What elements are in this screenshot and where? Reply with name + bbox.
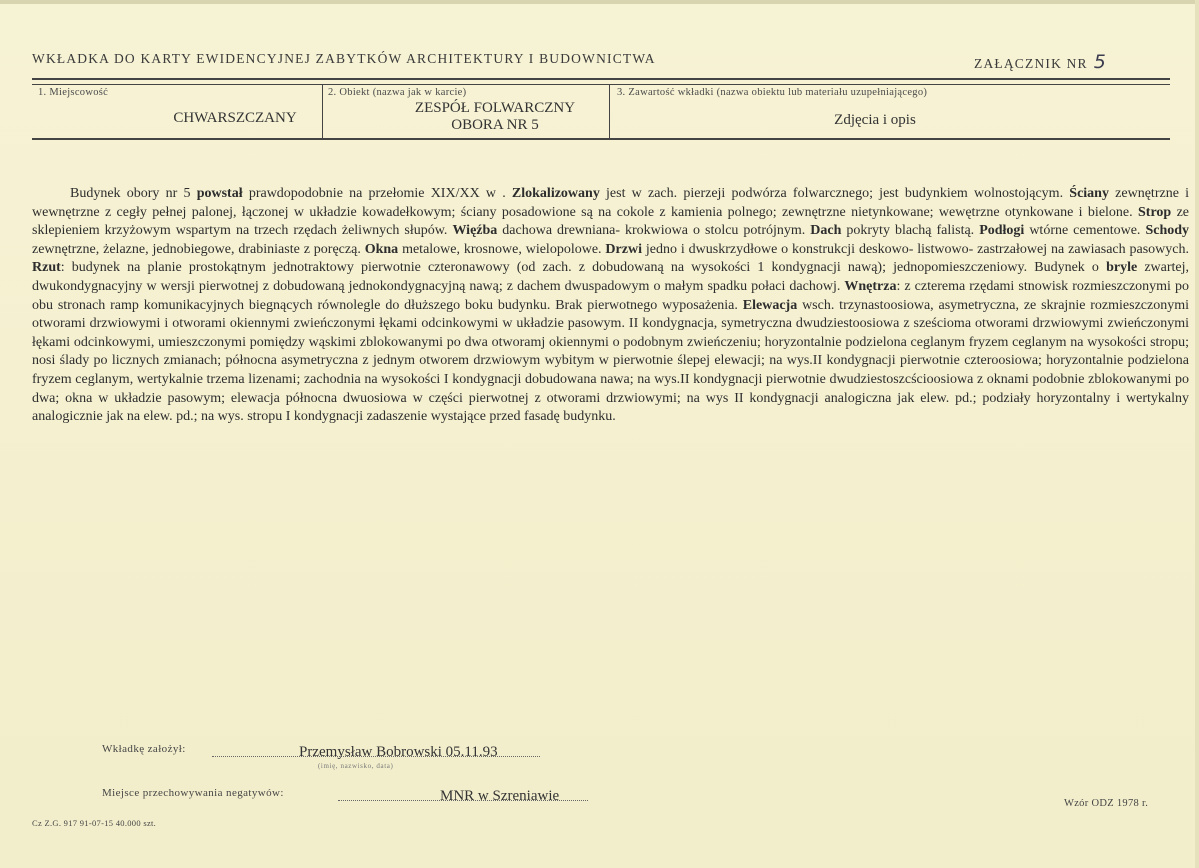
- object-label: 2. Obiekt (nazwa jak w karcie): [328, 87, 467, 98]
- negatives-label: Miejsce przechowywania negatywów:: [102, 787, 284, 799]
- form-model-note: Wzór ODZ 1978 r.: [1064, 798, 1149, 809]
- locality-label: 1. Miejscowość: [38, 87, 109, 98]
- attachment-header: [974, 51, 1107, 73]
- attachment-number: 5: [1093, 51, 1108, 73]
- print-code: Cz Z.G. 917 91-07-15 40.000 szt.: [32, 818, 157, 828]
- header-rule-top: [32, 78, 1170, 80]
- content-value: Zdjęcia i opis: [834, 112, 916, 128]
- locality-value: CHWARSZCZANY: [173, 110, 297, 126]
- header-rule-mid: [32, 84, 1170, 85]
- object-value-line1: ZESPÓŁ FOLWARCZNY: [414, 100, 576, 116]
- content-label: 3. Zawartość wkładki (nazwa obiektu lub materiału uzupełniającego): [617, 87, 928, 98]
- insert-author-label: Wkładkę założył:: [102, 743, 186, 755]
- attachment-label: ZAŁĄCZNIK NR: [974, 56, 1088, 71]
- insert-author-sublabel: (imię, nazwisko, data): [318, 762, 394, 770]
- insert-author-value: Przemysław Bobrowski 05.11.93: [299, 744, 498, 760]
- object-value: [380, 100, 610, 134]
- top-edge: [0, 0, 1199, 4]
- right-edge: [1195, 0, 1199, 868]
- building-description: Budynek obory nr 5 powstał prawdopodobnie na przełomie XIX/XX w . Zlokalizowany jest w zach. pierzeji podwórza folwarcznego; jest budynkiem wolnostojącym. Ściany zewnętrzne i wewnętrzne z cegły pełnej palonej, łączonej w układzie kowadełkowym; ściany posadowione są na cokole z kamienia polnego; zewnętrzne nietynkowane; wewętrzne otynkowane i bielone. Strop ze sklepieniem krzyżowym wspartym na trzech rzędach żeliwnych słupów. Więźba dachowa drewniana- krokwiowa o stolcu potrójnym. Dach pokryty blachą falistą. Podłogi wtórne cementowe. Schody zewnętrzne, żelazne, jednobiegowe, drabiniaste z poręczą. Okna metalowe, krosnowe, wielopolowe. Drzwi jedno i dwuskrzydłowe o konstrukcji deskowo- listwowo- zastrzałowej na zawiasach pasowych. Rzut: budynek na planie prostokątnym jednotraktowy pierwotnie czteronawowy (od zach. z dobudowaną na wysokości 1 kondygnacji nawą); jednopomieszczeniowy. Budynek o bryle zwartej, dwukondygnacyjny w wersji pierwotnej z dobudowaną jednokondygnacyjną nawą; z dachem dwuspadowym o małym spadku połaci dachowj. Wnętrza: z czterema rzędami stnowisk rozmieszczonymi po obu stronach ramp komunikacyjnych biegnących równolegle do dłuższego boku budynku. Brak pierwotnego wyposażenia. Elewacja wsch. trzynastoosiowa, asymetryczna, ze skrajnie rozmieszczonymi otworami drzwiowymi i otworami okiennymi zwieńczonymi łękami odcinkowymi w układzie pasowym. II kondygnacja, symetryczna dwudziestoosiowa z sześcioma otworami drzwiowymi zwieńczonymi łękami odcinkowymi, umieszczonymi pomiędzy wąskimi zblokowanymi po dwa otworamj okiennymi o podobnym zwieńczeniu; horyzontalnie podzielona ceglanym fryzem ceglanym na wysokości stropu; nosi ślady po licznych zmianach; północna asymetryczna z jednym otworem drzwiowym wybitym w pierwotnie ślepej elewacji; na wys.II kondygnacji pierwotnie czteroosiowa; horyzontalnie podzielona fryzem ceglanym, wertykalnie trzema lizenami; zachodnia na wysokości I kondygnacji dobudowana nawa; na wys.II kondygnacji pierwotnie dwudziestoszcścioosiowa z oknami podobnie zblokowanymi po dwa; okna w układzie pasowym; elewacja północna dwuosiowa w części pierwotnej z otworami drzwiowymi; na wys II kondygnacji analogiczna jak elew. pd.; podziały horyzontalny i wertykalny analogicznie jak na elew. pd.; na wys. stropu I kondygnacji zadaszenie wystające przed fasadę budynku.: [32, 186, 1190, 425]
- header-rule-bottom: [32, 138, 1170, 140]
- negatives-value: MNR w Szreniawie: [440, 788, 560, 804]
- form-title: WKŁADKA DO KARTY EWIDENCYJNEJ ZABYTKÓW ARCHITEKTURY I BUDOWNICTWA: [32, 51, 656, 66]
- field-divider-1: [322, 84, 323, 138]
- object-value-line2: OBORA NR 5: [451, 117, 539, 133]
